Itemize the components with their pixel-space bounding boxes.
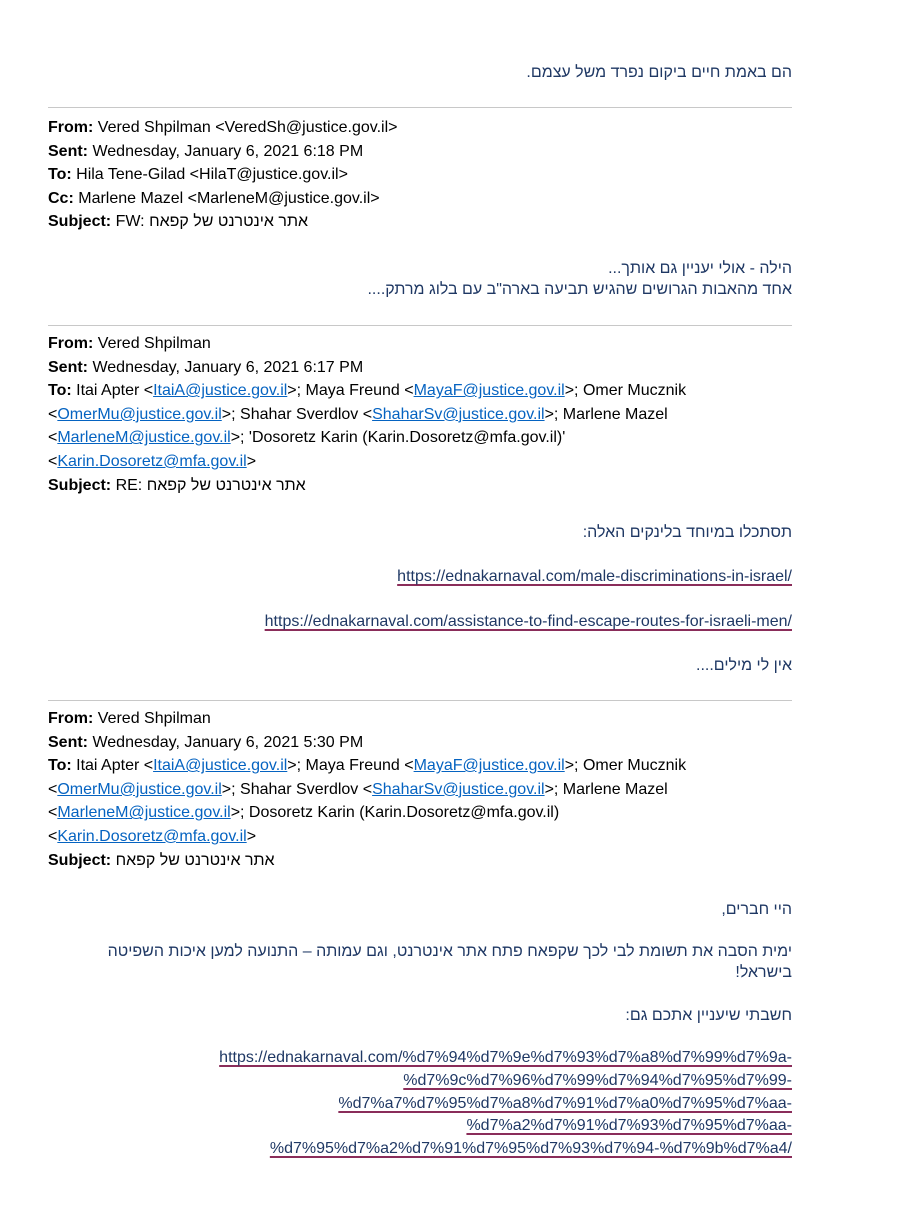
email-link[interactable]: MarleneM@justice.gov.il xyxy=(57,429,231,447)
long-link-part[interactable]: %d7%a2%d7%91%d7%93%d7%95%d7%aa- xyxy=(466,1117,792,1135)
body-line: הילה - אולי יעניין גם אותך... xyxy=(608,260,792,277)
body-outro: אין לי מילים.... xyxy=(696,657,792,674)
message-body-1 xyxy=(48,258,792,300)
long-link-part[interactable]: %d7%95%d7%a2%d7%91%d7%95%d7%93%d7%94-%d7%9b%d7%a4/ xyxy=(269,1140,792,1158)
to-row-cont: <MarleneM@justice.gov.il>; 'Dosoretz Karin (Karin.Dosoretz@mfa.gov.il)' xyxy=(48,429,566,447)
subject-value: FW: אתר אינטרנט של קפאח xyxy=(115,213,309,231)
body-line: אחד מהאבות הגרושים שהגיש תביעה בארה"ב עם בלוג מרתק.... xyxy=(367,281,792,298)
email-link[interactable]: ShaharSv@justice.gov.il xyxy=(372,405,545,423)
subject-row: Subject: RE: אתר אינטרנט של קפאח xyxy=(48,476,306,494)
long-link xyxy=(48,1047,792,1161)
top-line: הם באמת חיים ביקום נפרד משל עצמם. xyxy=(526,64,792,81)
article-link[interactable]: https://ednakarnaval.com/assistance-to-find-escape-routes-for-israeli-men/ xyxy=(264,613,792,630)
message-header-3 xyxy=(48,707,792,872)
email-link[interactable]: MarleneM@justice.gov.il xyxy=(57,804,231,822)
subject-value: RE: אתר אינטרנט של קפאח xyxy=(115,476,306,494)
greeting: היי חברים, xyxy=(721,901,792,918)
message-header-1 xyxy=(48,116,792,234)
from-value: Vered Shpilman xyxy=(97,335,211,352)
sent-value: Wednesday, January 6, 2021 6:18 PM xyxy=(92,142,364,160)
body-paragraph: ימית הסבה את תשומת לבי לכך שקפאח פתח אתר אינטרנט, וגם עמותה – התנועה למען איכות השפיטה בישראל! xyxy=(107,943,792,981)
sent-value: Wednesday, January 6, 2021 5:30 PM xyxy=(92,733,364,751)
divider xyxy=(48,107,792,108)
from-value: Vered Shpilman <VeredSh@justice.gov.il> xyxy=(97,119,398,136)
long-link-part[interactable]: %d7%a7%d7%95%d7%a8%d7%91%d7%a0%d7%95%d7%aa- xyxy=(338,1094,792,1112)
sent-row: Sent: Wednesday, January 6, 2021 6:18 PM xyxy=(48,142,364,160)
article-link[interactable]: https://ednakarnaval.com/male-discriminations-in-israel/ xyxy=(397,568,792,585)
to-row-cont: <OmerMu@justice.gov.il>; Shahar Sverdlov <ShaharSv@justice.gov.il>; Marlene Mazel xyxy=(48,405,668,423)
from-value: Vered Shpilman xyxy=(97,710,211,727)
email-link[interactable]: ItaiA@justice.gov.il xyxy=(153,757,288,775)
link-row xyxy=(48,566,792,588)
to-value: Hila Tene-Gilad <HilaT@justice.gov.il> xyxy=(76,166,348,184)
email-link[interactable]: ItaiA@justice.gov.il xyxy=(153,382,288,400)
body-intro: תסתכלו במיוחד בלינקים האלה: xyxy=(582,524,792,541)
from-row: From: Vered Shpilman xyxy=(48,335,211,352)
to-row-cont: <Karin.Dosoretz@mfa.gov.il> xyxy=(48,452,257,470)
email-link[interactable]: ShaharSv@justice.gov.il xyxy=(372,780,545,798)
to-row: To: Itai Apter <ItaiA@justice.gov.il>; Maya Freund <MayaF@justice.gov.il>; Omer Mucznik xyxy=(48,382,687,400)
to-row-cont: <OmerMu@justice.gov.il>; Shahar Sverdlov <ShaharSv@justice.gov.il>; Marlene Mazel xyxy=(48,780,668,798)
sent-row: Sent: Wednesday, January 6, 2021 6:17 PM xyxy=(48,358,364,376)
sent-value: Wednesday, January 6, 2021 6:17 PM xyxy=(92,358,364,376)
cc-value: Marlene Mazel <MarleneM@justice.gov.il> xyxy=(78,189,380,207)
to-row-cont: <MarleneM@justice.gov.il>; Dosoretz Karin (Karin.Dosoretz@mfa.gov.il) xyxy=(48,804,560,822)
subject-row: Subject: אתר אינטרנט של קפאח xyxy=(48,851,275,869)
message-header-2 xyxy=(48,332,792,497)
divider xyxy=(48,325,792,326)
to-row: To: Hila Tene-Gilad <HilaT@justice.gov.il> xyxy=(48,166,348,184)
subject-value: אתר אינטרנט של קפאח xyxy=(115,851,275,869)
thought-line: חשבתי שיעניין אתכם גם: xyxy=(625,1007,792,1024)
subject-row: Subject: FW: אתר אינטרנט של קפאח xyxy=(48,213,309,231)
long-link-part[interactable]: %d7%9c%d7%96%d7%99%d7%94%d7%95%d7%99- xyxy=(403,1071,792,1089)
sent-row: Sent: Wednesday, January 6, 2021 5:30 PM xyxy=(48,733,364,751)
link-row xyxy=(48,611,792,633)
long-link-part[interactable]: https://ednakarnaval.com/%d7%94%d7%9e%d7%93%d7%a8%d7%99%d7%9a- xyxy=(219,1049,792,1066)
email-link[interactable]: Karin.Dosoretz@mfa.gov.il xyxy=(57,827,247,845)
to-row-cont: <Karin.Dosoretz@mfa.gov.il> xyxy=(48,827,257,845)
to-row: To: Itai Apter <ItaiA@justice.gov.il>; Maya Freund <MayaF@justice.gov.il>; Omer Mucznik xyxy=(48,757,687,775)
cc-row: Cc: Marlene Mazel <MarleneM@justice.gov.il> xyxy=(48,189,380,207)
divider xyxy=(48,700,792,701)
email-link[interactable]: OmerMu@justice.gov.il xyxy=(57,780,222,798)
from-row: From: Vered Shpilman xyxy=(48,710,211,727)
email-link[interactable]: MayaF@justice.gov.il xyxy=(413,757,565,775)
email-link[interactable]: MayaF@justice.gov.il xyxy=(413,382,565,400)
email-link[interactable]: OmerMu@justice.gov.il xyxy=(57,405,222,423)
from-row: From: Vered Shpilman <VeredSh@justice.gov.il> xyxy=(48,119,398,136)
email-link[interactable]: Karin.Dosoretz@mfa.gov.il xyxy=(57,452,247,470)
